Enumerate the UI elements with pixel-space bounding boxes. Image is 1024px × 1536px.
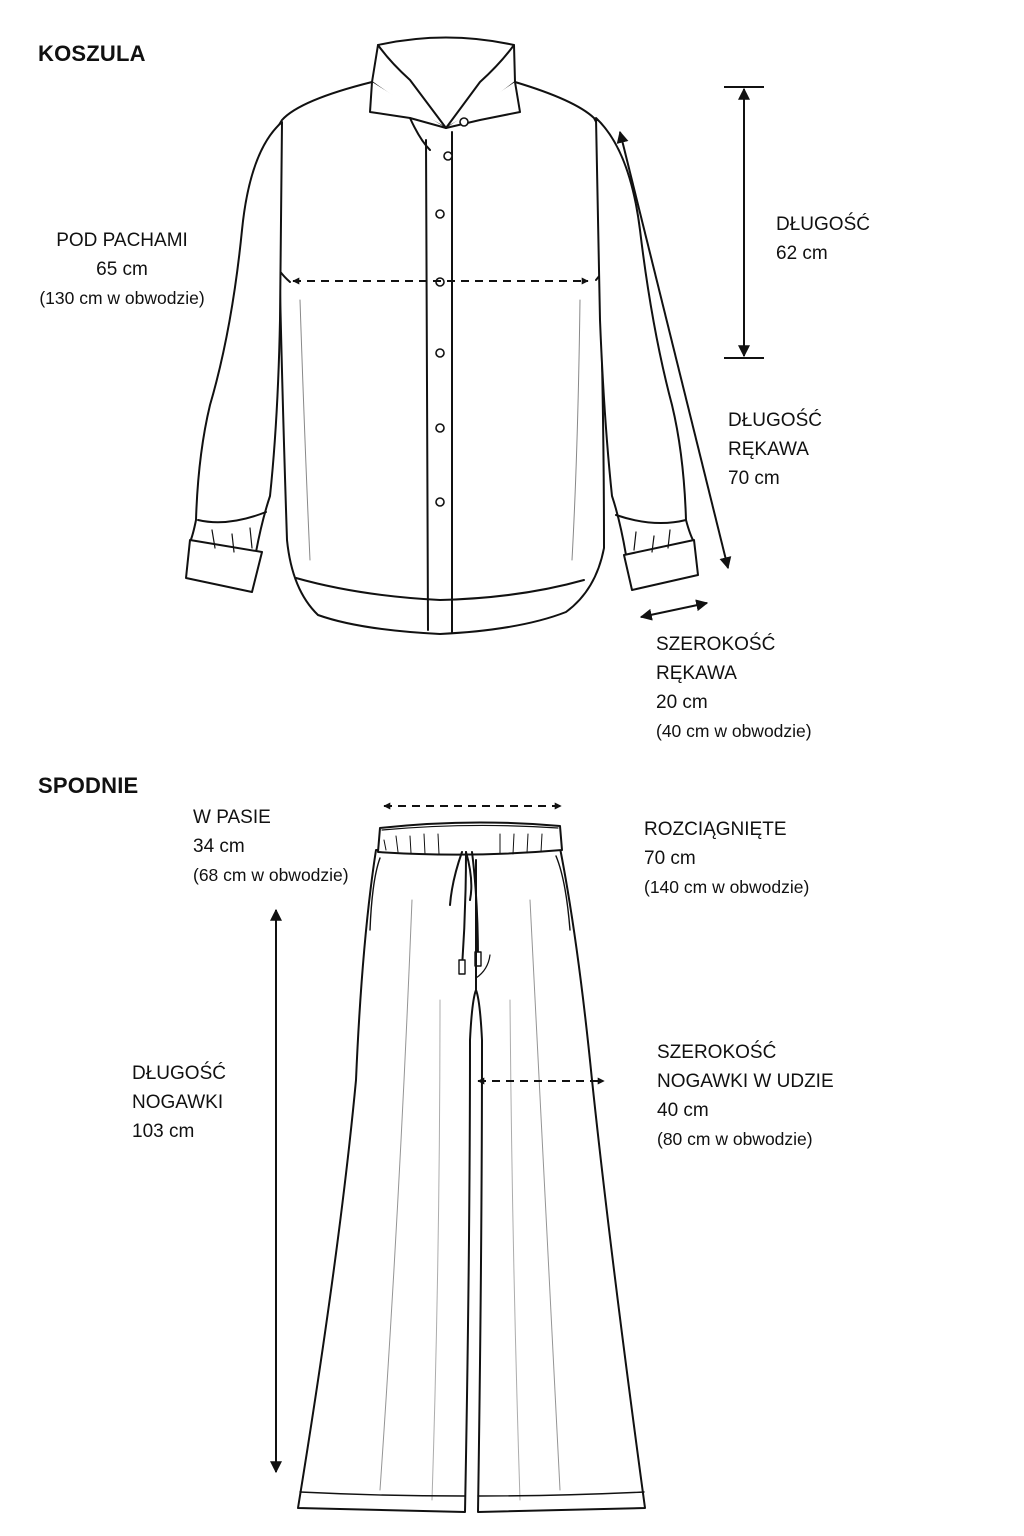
- leg-length-name-1: DŁUGOŚĆ: [132, 1063, 226, 1084]
- leg-length-name-2: NOGAWKI: [132, 1092, 224, 1113]
- waist-label: [193, 803, 349, 890]
- waist-name: W PASIE: [193, 807, 271, 828]
- chest-label: [24, 226, 220, 313]
- sleeve-width-arrow: [641, 603, 707, 617]
- sleeve-width-name-1: SZEROKOŚĆ: [656, 634, 776, 655]
- sleeve-length-value: 70 cm: [728, 468, 780, 489]
- sleeve-width-note: (40 cm w obwodzie): [656, 721, 812, 741]
- chest-name: POD PACHAMI: [56, 230, 188, 251]
- chest-value: 65 cm: [96, 259, 148, 280]
- shirt-length-arrow: [724, 87, 764, 358]
- waist-value: 34 cm: [193, 836, 245, 857]
- chest-note: (130 cm w obwodzie): [39, 288, 205, 308]
- sleeve-length-name-1: DŁUGOŚĆ: [728, 410, 822, 431]
- leg-length-value: 103 cm: [132, 1121, 195, 1142]
- waist-note: (68 cm w obwodzie): [193, 865, 349, 885]
- thigh-width-name-2: NOGAWKI W UDZIE: [657, 1071, 834, 1092]
- sleeve-length-name-2: RĘKAWA: [728, 439, 809, 460]
- sleeve-width-label: [656, 630, 812, 746]
- sleeve-length-label: [728, 406, 822, 493]
- pants-illustration: [298, 822, 645, 1512]
- shirt-length-label: [776, 210, 870, 268]
- thigh-width-note: (80 cm w obwodzie): [657, 1129, 813, 1149]
- shirt-length-value: 62 cm: [776, 243, 828, 264]
- stretched-name: ROZCIĄGNIĘTE: [644, 819, 787, 840]
- thigh-width-label: [657, 1038, 834, 1154]
- shirt-title: KOSZULA: [38, 41, 146, 66]
- shirt-illustration: [186, 38, 698, 635]
- sleeve-width-value: 20 cm: [656, 692, 708, 713]
- stretched-value: 70 cm: [644, 848, 696, 869]
- shirt-length-name: DŁUGOŚĆ: [776, 214, 870, 235]
- sleeve-width-name-2: RĘKAWA: [656, 663, 737, 684]
- thigh-width-value: 40 cm: [657, 1100, 709, 1121]
- pants-title: SPODNIE: [38, 773, 139, 798]
- stretched-label: [644, 815, 809, 902]
- stretched-note: (140 cm w obwodzie): [644, 877, 810, 897]
- leg-length-label: [132, 1059, 226, 1146]
- thigh-width-name-1: SZEROKOŚĆ: [657, 1042, 777, 1063]
